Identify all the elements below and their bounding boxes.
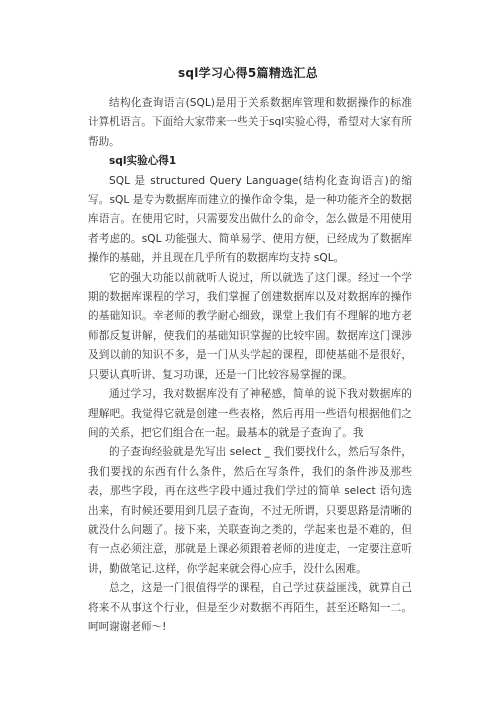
body-paragraph-3: 通过学习，我对数据库没有了神秘感，简单的说下我对数据库的理解吧。我觉得它就是创建一些表格，然后再用一些语句根据他们之间的关系，把它们组合在一起。最基本的就是子查询了。我 [88,388,412,439]
body-paragraph-1: SQL 是 structured Query Language(结构化查询语言)的缩写。sQL 是专为数据库而建立的操作命令集，是一种功能齐全的数据库语言。在使用它时，只需要发出做什么的命令，怎么做是不用使用者考虑的。sQL 功能强大、简单易学、使用方便，已经成为了数据库操作的基础，并且现在几乎所有的数据库均支持 sQL。 [88,174,412,265]
body-paragraph-4: 的子查询经验就是先写出 select _ 我们要找什么，然后写条件，我们要找的东西有什么条件，然后在写条件，我们的条件涉及那些表，那些字段，再在这些字段中通过我们学过的简单 select 语句选出来，有时候还要用到几层子查询，不过无所谓，只要思路是清晰的就没什么问题了。接下来，关联查询之类的，学起来也是不难的，但有一点必须注意，那就是上课必须跟着老师的进度走，一定要注意听讲，勤做笔记.这样，你学起来就会得心应手，没什么困难。 [88,446,412,575]
body-paragraph-5: 总之，这是一门很值得学的课程，自己学过获益匪浅，就算自己将来不从事这个行业，但是至少对数据不再陌生，甚至还略知一二。呵呵谢谢老师～! [88,582,412,633]
body-paragraph-2: 它的强大功能以前就听人说过，所以就选了这门课。经过一个学期的数据库课程的学习，我们掌握了创建数据库以及对数据库的操作的基础知识。幸老师的教学耐心细致，课堂上我们有不理解的地方老师都反复讲解，使我们的基础知识掌握的比较牢固。数据库这门课涉及到以前的知识不多，是一门从头学起的课程，即使基础不是很好，只要认真听讲、复习功课，还是一门比较容易掌握的课。 [88,271,412,381]
section-heading: sql实验心得1 [109,155,177,168]
intro-paragraph: 结构化查询语言(SQL)是用于关系数据库管理和数据操作的标准计算机语言。下面给大家带来一些关于sql实验心得，希望对大家有所帮助。 [88,97,412,148]
document-title: sql学习心得5篇精选汇总 [177,66,319,80]
document-body [88,94,412,637]
